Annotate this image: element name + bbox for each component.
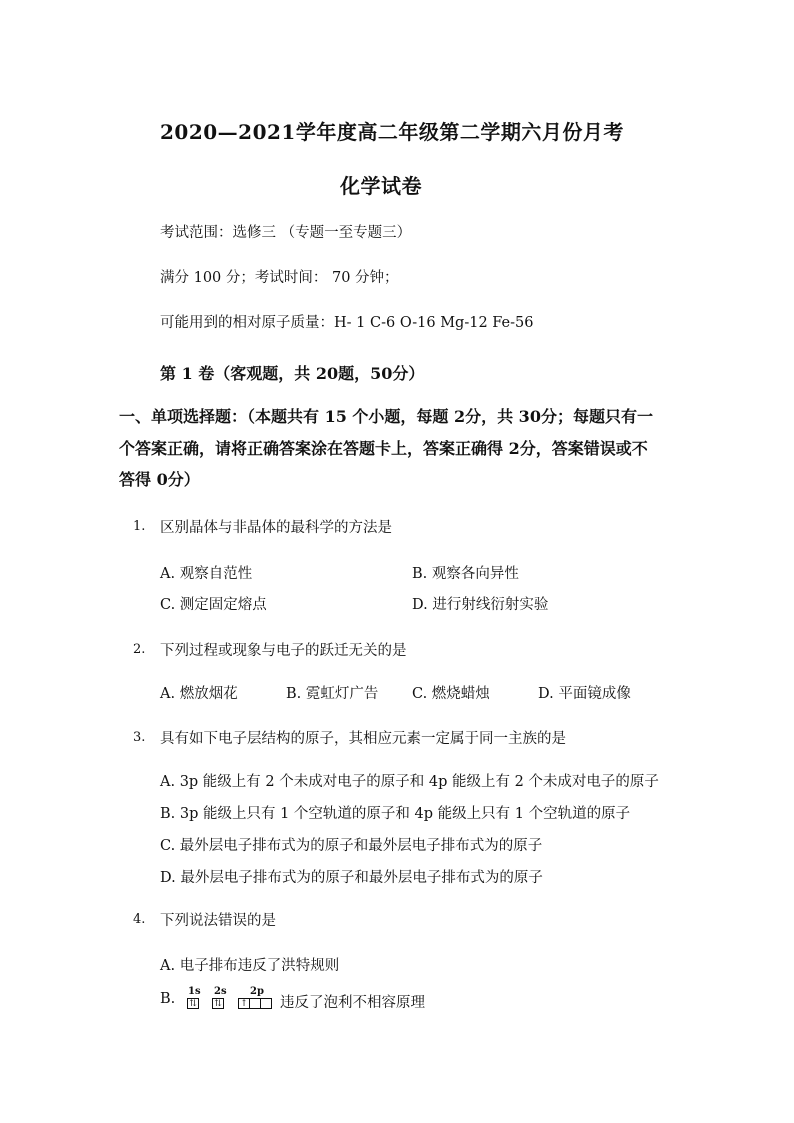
option-b: B. 观察各向异性 xyxy=(412,566,519,582)
exam-subtitle: 化学试卷 xyxy=(340,174,422,198)
option-a: A. 3p 能级上有 2 个未成对电子的原子和 4p 能级上有 2 个未成对电子的原子 xyxy=(160,774,659,790)
question-number: 2. xyxy=(133,642,146,657)
exam-score-time: 满分 100 分；考试时间： 70 分钟； xyxy=(160,270,399,286)
exam-title: 2020—2021学年度高二年级第二学期六月份月考 xyxy=(160,120,624,144)
section-desc-line-3: 答得 0分） xyxy=(119,470,200,489)
option-d: D. 平面镜成像 xyxy=(538,686,631,702)
option-c: C. 测定固定熔点 xyxy=(160,597,267,613)
orbital-label-2p: 2p xyxy=(250,986,264,997)
question-number: 1. xyxy=(133,519,146,534)
question-number: 3. xyxy=(133,730,146,745)
part1-heading: 第 1 卷（客观题，共 20题，50分） xyxy=(160,364,425,383)
orbital-label-2s: 2s xyxy=(214,986,227,997)
exam-scope: 考试范围：选修三 （专题一至专题三） xyxy=(160,225,412,241)
atomic-mass-line: 可能用到的相对原子质量：H- 1 C-6 O-16 Mg-12 Fe-56 xyxy=(160,315,534,331)
option-c: C. 最外层电子排布式为的原子和最外层电子排布式为的原子 xyxy=(160,838,543,854)
option-b-text: 违反了泡利不相容原理 xyxy=(280,995,425,1011)
question-stem: 下列说法错误的是 xyxy=(160,913,276,929)
question-stem: 区别晶体与非晶体的最科学的方法是 xyxy=(160,520,392,536)
option-b: B. 3p 能级上只有 1 个空轨道的原子和 4p 能级上只有 1 个空轨道的原子 xyxy=(160,806,631,822)
question-stem: 具有如下电子层结构的原子，其相应元素一定属于同一主族的是 xyxy=(160,731,566,747)
option-d: D. 进行射线衍射实验 xyxy=(412,597,549,613)
orbital-box-2p-3 xyxy=(260,998,272,1009)
option-c: C. 燃烧蜡烛 xyxy=(412,686,490,702)
orbital-label-1s: 1s xyxy=(188,986,201,997)
section-desc-line-1: 一、单项选择题：（本题共有 15 个小题，每题 2分，共 30分；每题只有一 xyxy=(119,407,653,426)
option-b: B. 霓虹灯广告 xyxy=(286,686,379,702)
orbital-box-2s: ⇅ xyxy=(212,998,224,1009)
option-a: A. 燃放烟花 xyxy=(160,686,238,702)
orbital-box-2p-1: ↑ xyxy=(238,998,250,1009)
option-a: A. 电子排布违反了洪特规则 xyxy=(160,958,340,974)
section-desc-line-2: 个答案正确，请将正确答案涂在答题卡上，答案正确得 2分，答案错误或不 xyxy=(119,439,648,458)
option-b-label: B. xyxy=(160,991,176,1007)
question-stem: 下列过程或现象与电子的跃迁无关的是 xyxy=(160,643,407,659)
question-number: 4. xyxy=(133,912,146,927)
option-a: A. 观察自范性 xyxy=(160,566,253,582)
orbital-diagram xyxy=(186,986,286,1012)
orbital-box-1s: ⇅ xyxy=(187,998,199,1009)
option-d: D. 最外层电子排布式为的原子和最外层电子排布式为的原子 xyxy=(160,870,543,886)
